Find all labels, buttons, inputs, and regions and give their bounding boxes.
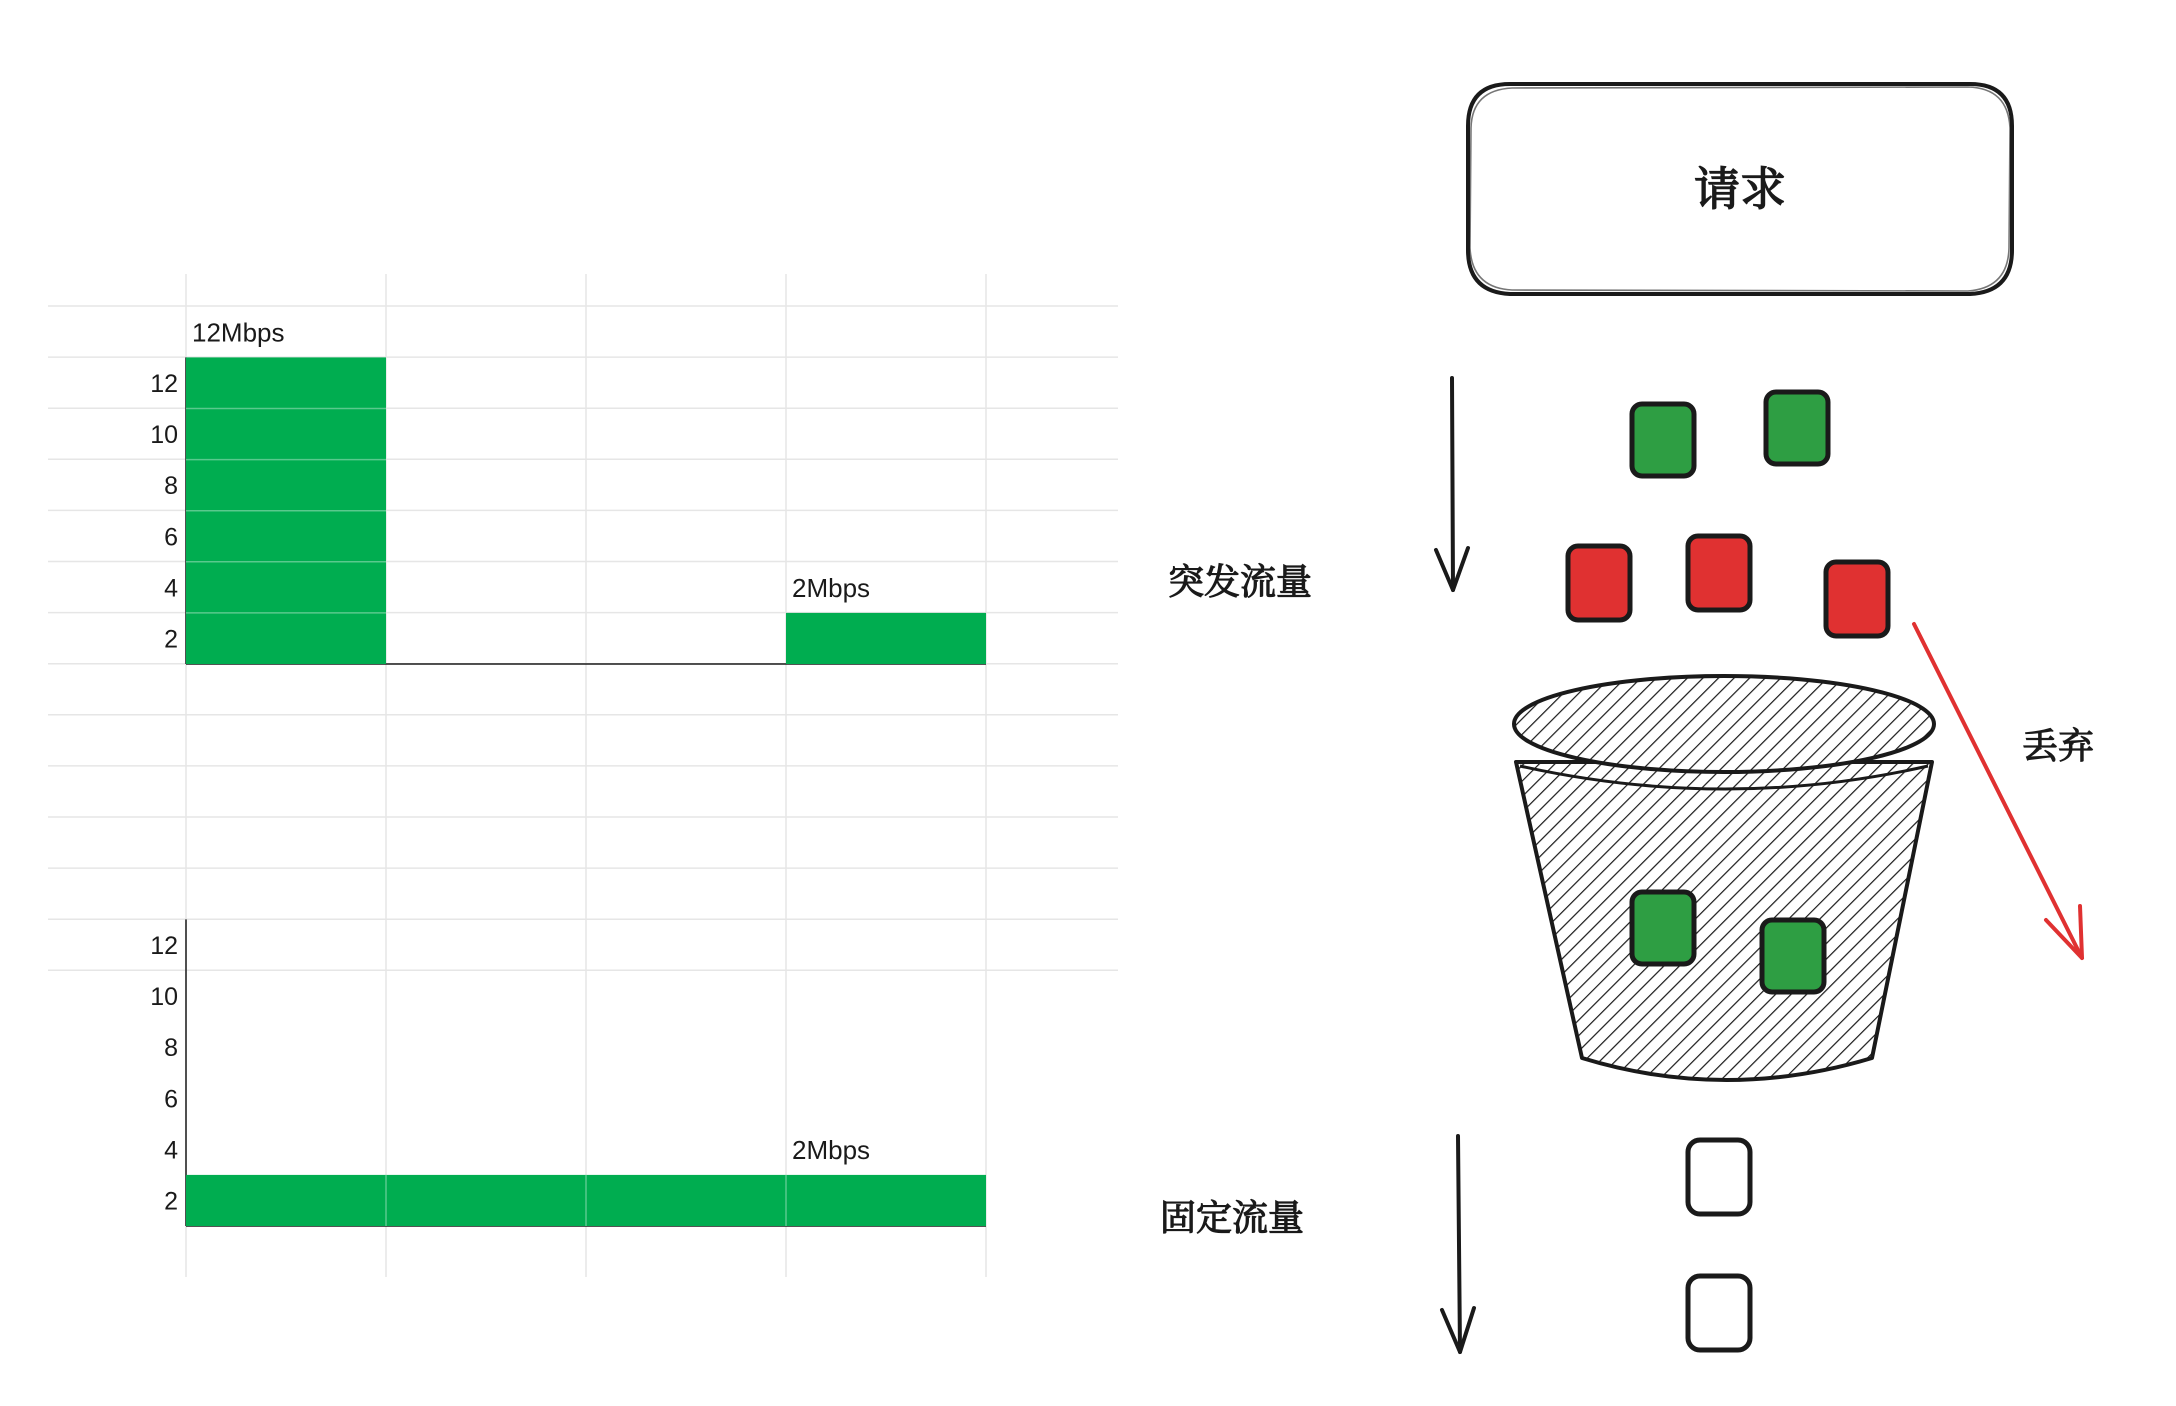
incoming-green-blocks: [1632, 392, 1828, 476]
y-tick-label: 8: [164, 1034, 178, 1063]
y-tick-label: 2: [164, 625, 178, 654]
y-tick-label: 10: [150, 421, 178, 450]
y-tick-label: 6: [164, 523, 178, 552]
request-box: [1468, 84, 2012, 294]
bucket: [1514, 676, 1934, 1080]
y-tick-label: 12: [150, 369, 178, 398]
red-packet: [1688, 536, 1750, 610]
incoming-red-blocks: [1568, 536, 1888, 636]
green-packet: [1632, 404, 1694, 476]
y-tick-label: 2: [164, 1187, 178, 1216]
output-packet: [1688, 1276, 1750, 1350]
bar: [186, 1175, 386, 1226]
red-packet: [1826, 562, 1888, 636]
output-packet: [1688, 1140, 1750, 1214]
request-label: 请求: [1694, 162, 1786, 216]
y-tick-label: 4: [164, 574, 178, 603]
y-tick-label: 6: [164, 1085, 178, 1114]
burst-traffic-label: 突发流量: [1168, 562, 1313, 603]
bar: [386, 1175, 586, 1226]
y-tick-label: 12: [150, 931, 178, 960]
bar: [586, 1175, 786, 1226]
bar-data-label: 2Mbps: [792, 572, 871, 603]
fixed-arrow: [1442, 1136, 1474, 1352]
chart-fixed-traffic: [150, 919, 986, 1226]
bar-data-label: 12Mbps: [192, 317, 285, 348]
bar: [786, 1175, 986, 1226]
bucket-green-packet: [1632, 892, 1694, 964]
y-tick-label: 8: [164, 472, 178, 501]
green-packet: [1766, 392, 1828, 464]
discard-label: 丢弃: [2022, 726, 2095, 767]
bucket-green-packet: [1762, 920, 1824, 992]
discard-arrow: [1914, 624, 2082, 958]
y-tick-label: 4: [164, 1136, 178, 1165]
fixed-traffic-label: 固定流量: [1160, 1198, 1305, 1239]
bar-data-label: 2Mbps: [792, 1134, 871, 1165]
red-packet: [1568, 546, 1630, 620]
output-packets: [1688, 1140, 1750, 1350]
burst-arrow: [1436, 378, 1468, 590]
bar: [786, 613, 986, 664]
y-tick-label: 10: [150, 983, 178, 1012]
